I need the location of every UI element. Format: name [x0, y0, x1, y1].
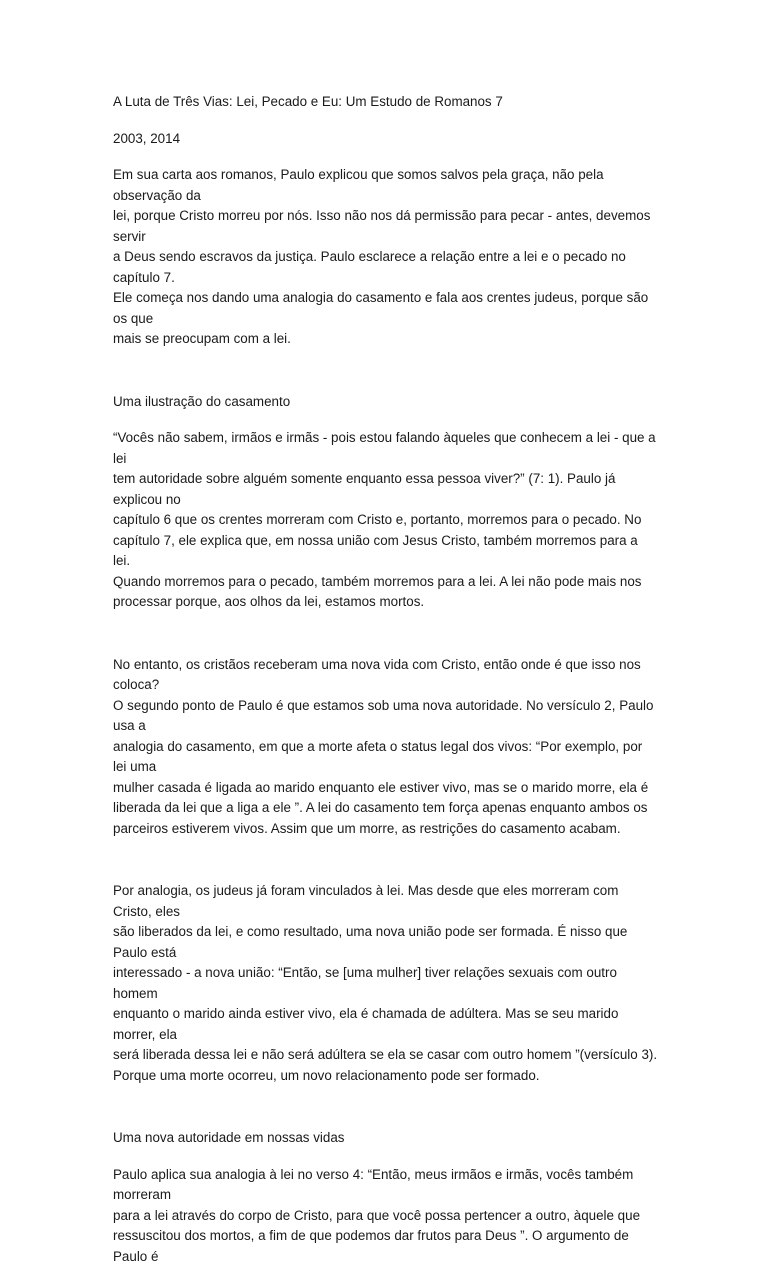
paragraph-line: processar porque, aos olhos da lei, estamos mortos.: [113, 592, 658, 613]
paragraph-line: Em sua carta aos romanos, Paulo explicou que somos salvos pela graça, não pela observação da: [113, 165, 658, 206]
paragraph-line: “Vocês não sabem, irmãos e irmãs - pois estou falando àqueles que conhecem a lei - que a lei: [113, 428, 658, 469]
paragraph-line: No entanto, os cristãos receberam uma nova vida com Cristo, então onde é que isso nos coloca?: [113, 655, 658, 696]
paragraph-line: a Deus sendo escravos da justiça. Paulo esclarece a relação entre a lei e o pecado no capítulo 7.: [113, 247, 658, 288]
document-title: A Luta de Três Vias: Lei, Pecado e Eu: Um Estudo de Romanos 7: [113, 92, 658, 113]
paragraph-line: Por analogia, os judeus já foram vinculados à lei. Mas desde que eles morreram com Cristo, eles: [113, 881, 658, 922]
paragraph-line: lei, porque Cristo morreu por nós. Isso não nos dá permissão para pecar - antes, devemos servir: [113, 206, 658, 247]
paragraph-line: enquanto o marido ainda estiver vivo, ela é chamada de adúltera. Mas se seu marido morrer, ela: [113, 1004, 658, 1045]
section-heading-new-authority: Uma nova autoridade em nossas vidas: [113, 1128, 658, 1149]
paragraph-line: capítulo 6 que os crentes morreram com Cristo e, portanto, morremos para o pecado. No: [113, 510, 658, 531]
paragraph-line: capítulo 7, ele explica que, em nossa união com Jesus Cristo, também morremos para a lei.: [113, 531, 658, 572]
paragraph-line: Porque uma morte ocorreu, um novo relacionamento pode ser formado.: [113, 1066, 658, 1087]
paragraph-line: ressuscitou dos mortos, a fim de que podemos dar frutos para Deus ”. O argumento de Paulo é: [113, 1226, 658, 1267]
paragraph-line: interessado - a nova união: “Então, se [uma mulher] tiver relações sexuais com outro homem: [113, 963, 658, 1004]
section-heading-marriage: Uma ilustração do casamento: [113, 392, 658, 413]
document-date: 2003, 2014: [113, 129, 658, 150]
paragraph-intro: [113, 165, 658, 350]
paragraph-line: Paulo aplica sua analogia à lei no verso 4: “Então, meus irmãos e irmãs, vocês também morreram: [113, 1165, 658, 1206]
paragraph-line: Ele começa nos dando uma analogia do casamento e fala aos crentes judeus, porque são os que: [113, 288, 658, 329]
paragraph-line: mulher casada é ligada ao marido enquanto ele estiver vivo, mas se o marido morre, ela é: [113, 778, 658, 799]
paragraph-line: tem autoridade sobre alguém somente enquanto essa pessoa viver?” (7: 1). Paulo já explicou no: [113, 469, 658, 510]
paragraph-new-authority-intro: [113, 655, 658, 840]
paragraph-line: O segundo ponto de Paulo é que estamos sob uma nova autoridade. No versículo 2, Paulo usa a: [113, 696, 658, 737]
paragraph-analogy: [113, 881, 658, 1086]
paragraph-line: analogia do casamento, em que a morte afeta o status legal dos vivos: “Por exemplo, por lei uma: [113, 737, 658, 778]
paragraph-marriage-illustration: [113, 428, 658, 613]
paragraph-line: são liberados da lei, e como resultado, uma nova união pode ser formada. É nisso que Paulo está: [113, 922, 658, 963]
paragraph-line: parceiros estiverem vivos. Assim que um morre, as restrições do casamento acabam.: [113, 819, 658, 840]
paragraph-line: liberada da lei que a liga a ele ”. A lei do casamento tem força apenas enquanto ambos os: [113, 798, 658, 819]
paragraph-line: para a lei através do corpo de Cristo, para que você possa pertencer a outro, àquele que: [113, 1206, 658, 1227]
paragraph-verse-4: [113, 1165, 658, 1267]
paragraph-line: Quando morremos para o pecado, também morremos para a lei. A lei não pode mais nos: [113, 572, 658, 593]
paragraph-line: será liberada dessa lei e não será adúltera se ela se casar com outro homem ”(versículo 3).: [113, 1045, 658, 1066]
paragraph-line: mais se preocupam com a lei.: [113, 329, 658, 350]
